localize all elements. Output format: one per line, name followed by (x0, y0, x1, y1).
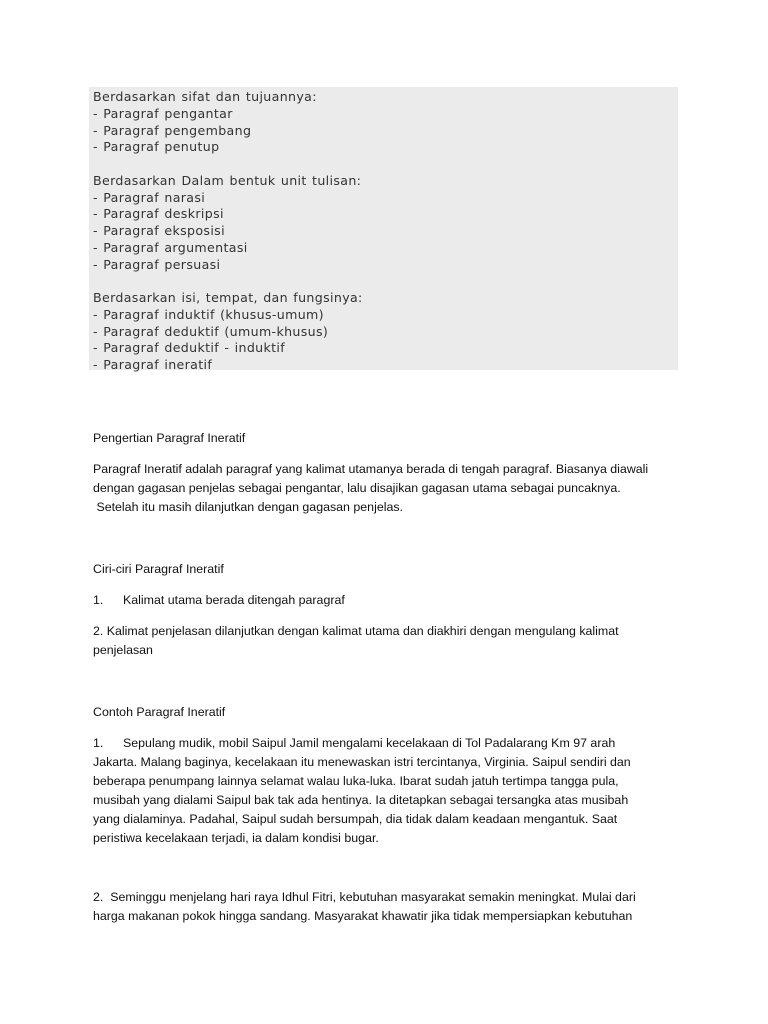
list-number: 1. (93, 593, 104, 607)
body-line: beberapa penumpang lainnya selamat walau luka-luka. Ibarat sudah jatuh tertimpa tangga pula, (93, 774, 619, 788)
box-spacer (93, 273, 678, 290)
ciri-item-1 (93, 591, 683, 610)
box-line: Berdasarkan Dalam bentuk unit tulisan: (93, 172, 362, 188)
box-line: - Paragraf deduktif - induktif (93, 340, 286, 356)
box-line: - Paragraf deduktif (umum-khusus) (93, 323, 329, 339)
section-heading: Contoh Paragraf Ineratif (93, 705, 226, 719)
ciri-heading-block (93, 560, 683, 579)
contoh-example-2 (93, 888, 683, 926)
pengertian-heading-block (93, 429, 683, 448)
box-spacer (93, 156, 678, 173)
ciri-item-2 (93, 622, 683, 660)
contoh-heading-block (93, 703, 683, 722)
section-heading: Pengertian Paragraf Ineratif (93, 431, 246, 445)
box-line: - Paragraf eksposisi (93, 223, 225, 238)
box-line: - Paragraf deskripsi (93, 206, 224, 222)
paragraph-types-box (89, 87, 678, 370)
box-line: - Paragraf ineratif (93, 357, 213, 372)
body-line: Sepulang mudik, mobil Saipul Jamil mengalami kecelakaan di Tol Padalarang Km 97 arah (123, 736, 616, 750)
body-line: Paragraf Ineratif adalah paragraf yang kalimat utamanya berada di tengah paragraf. Biasanya diawali (93, 462, 649, 476)
box-line: - Paragraf pengembang (93, 122, 252, 138)
box-line: Berdasarkan isi, tempat, dan fungsinya: (93, 290, 363, 305)
body-line: dengan gagasan penjelas sebagai pengantar, lalu disajikan gagasan utama sebagai puncaknya. (93, 481, 621, 495)
box-line: - Paragraf pengantar (93, 105, 233, 121)
box-line: Berdasarkan sifat dan tujuannya: (93, 89, 317, 104)
box-line: - Paragraf induktif (khusus-umum) (93, 306, 324, 322)
box-line: - Paragraf penutup (93, 139, 220, 155)
body-line: Jakarta. Malang baginya, kecelakaan itu menewaskan istri tercintanya, Virginia. Saipul sendiri dan (93, 755, 631, 769)
section-heading: Ciri-ciri Paragraf Ineratif (93, 562, 224, 576)
body-line: 2. Seminggu menjelang hari raya Idhul Fitri, kebutuhan masyarakat semakin meningkat. Mulai dari (93, 890, 636, 904)
body-line: yang dialaminya. Padahal, Saipul sudah bersumpah, dia tidak dalam keadaan mengantuk. Saat (93, 812, 618, 826)
body-line: harga makanan pokok hingga sandang. Masyarakat khawatir jika tidak mempersiapkan kebutuhan (93, 909, 633, 923)
body-line: Setelah itu masih dilanjutkan dengan gagasan penjelas. (93, 500, 403, 514)
contoh-example-1 (93, 734, 683, 848)
body-line: peristiwa kecelakaan terjadi, ia dalam kondisi bugar. (93, 831, 379, 845)
body-line: 2. Kalimat penjelasan dilanjutkan dengan kalimat utama dan diakhiri dengan mengulang kalimat (93, 624, 619, 638)
body-line: musibah yang dialami Saipul bak tak ada hentinya. Ia ditetapkan sebagai tersangka atas musibah (93, 793, 629, 807)
body-line: penjelasan (93, 643, 153, 657)
pengertian-body (93, 460, 683, 517)
box-line: - Paragraf persuasi (93, 256, 221, 272)
box-line: - Paragraf argumentasi (93, 239, 248, 255)
list-item-text: Kalimat utama berada ditengah paragraf (123, 593, 345, 607)
box-line: - Paragraf narasi (93, 189, 206, 205)
list-number: 1. (93, 736, 104, 750)
